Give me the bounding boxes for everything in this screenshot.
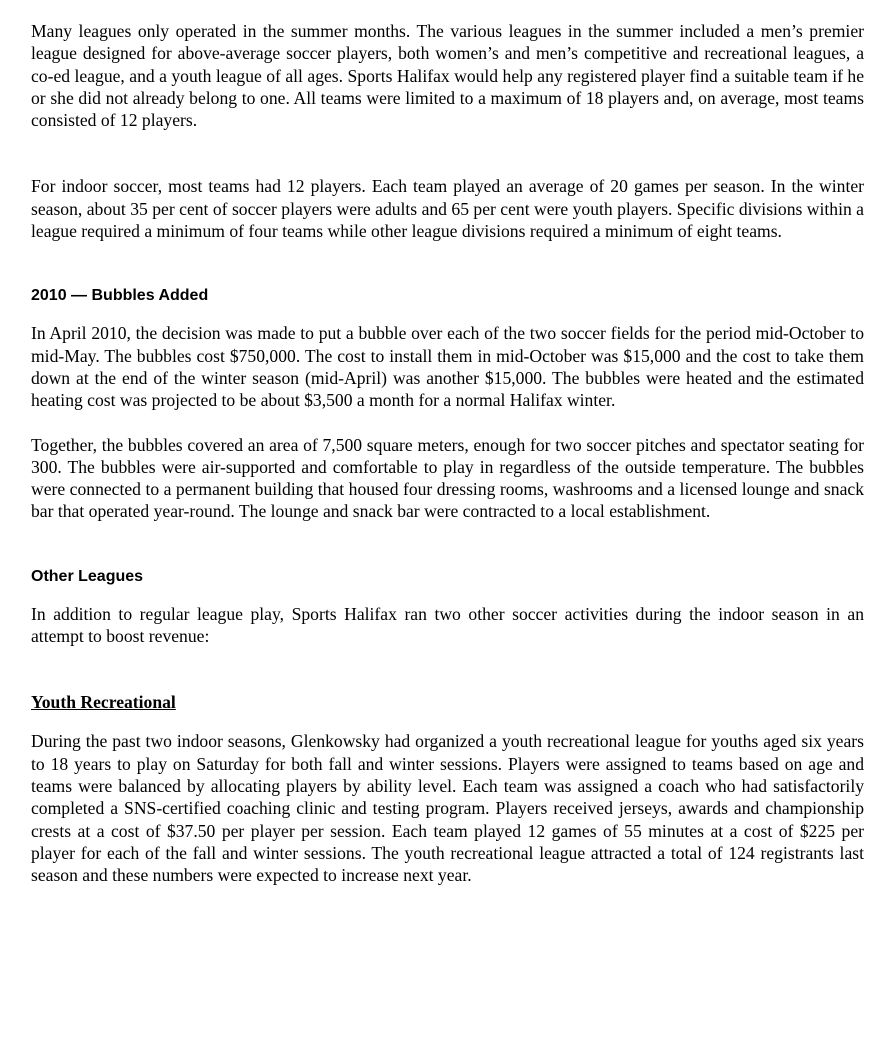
paragraph-other-leagues: In addition to regular league play, Sports Halifax ran two other soccer activities during the indoor season in an attempt to boost revenue: (31, 603, 864, 647)
subheading-youth-recreational: Youth Recreational (31, 692, 176, 713)
paragraph-summer-leagues: Many leagues only operated in the summer months. The various leagues in the summer included a men’s premier league designed for above-average soccer players, both women’s and men’s competitive and recreational leagues, a co-ed league, and a youth league of all ages. Sports Halifax would help any registered player find a suitable team if he or she did not already belong to one. All teams were limited to a maximum of 18 players and, on average, most teams consisted of 12 players. (31, 21, 864, 131)
document-page (31, 20, 864, 886)
heading-other-leagues: Other Leagues (31, 567, 144, 585)
paragraph-bubbles-area: Together, the bubbles covered an area of 7,500 square meters, enough for two soccer pitches and spectator seating for 300. The bubbles were air-supported and comfortable to play in regardless of the outside temperature. The bubbles were connected to a permanent building that housed four dressing rooms, washrooms and a licensed lounge and snack bar that operated year-round. The lounge and snack bar were contracted to a local establishment. (31, 434, 864, 522)
paragraph-bubbles-decision: In April 2010, the decision was made to put a bubble over each of the two soccer fields for the period mid-October to mid-May. The bubbles cost $750,000. The cost to install them in mid-October was $15,000 and the cost to take them down at the end of the winter season (mid-April) was another $15,000. The bubbles were heated and the estimated heating cost was projected to be about $3,500 a month for a normal Halifax winter. (31, 323, 864, 411)
paragraph-indoor-soccer: For indoor soccer, most teams had 12 players. Each team played an average of 20 games per season. In the winter season, about 35 per cent of soccer players were adults and 65 per cent were youth players. Specific divisions within a league required a minimum of four teams while other league divisions required a minimum of eight teams. (31, 176, 864, 242)
heading-bubbles-added: 2010 — Bubbles Added (31, 287, 209, 305)
paragraph-youth-recreational: During the past two indoor seasons, Glenkowsky had organized a youth recreational league for youths aged six years to 18 years to play on Saturday for both fall and winter sessions. Players were assigned to teams based on age and teams were balanced by allocating players by ability level. Each team was assigned a coach who had satisfactorily completed a SNS-certified coaching clinic and testing program. Players received jerseys, awards and championship crests at a cost of $37.50 per player per session. Each team played 12 games of 55 minutes at a cost of $225 per player for each of the fall and winter sessions. The youth recreational league attracted a total of 124 registrants last season and these numbers were expected to increase next year. (31, 731, 864, 886)
